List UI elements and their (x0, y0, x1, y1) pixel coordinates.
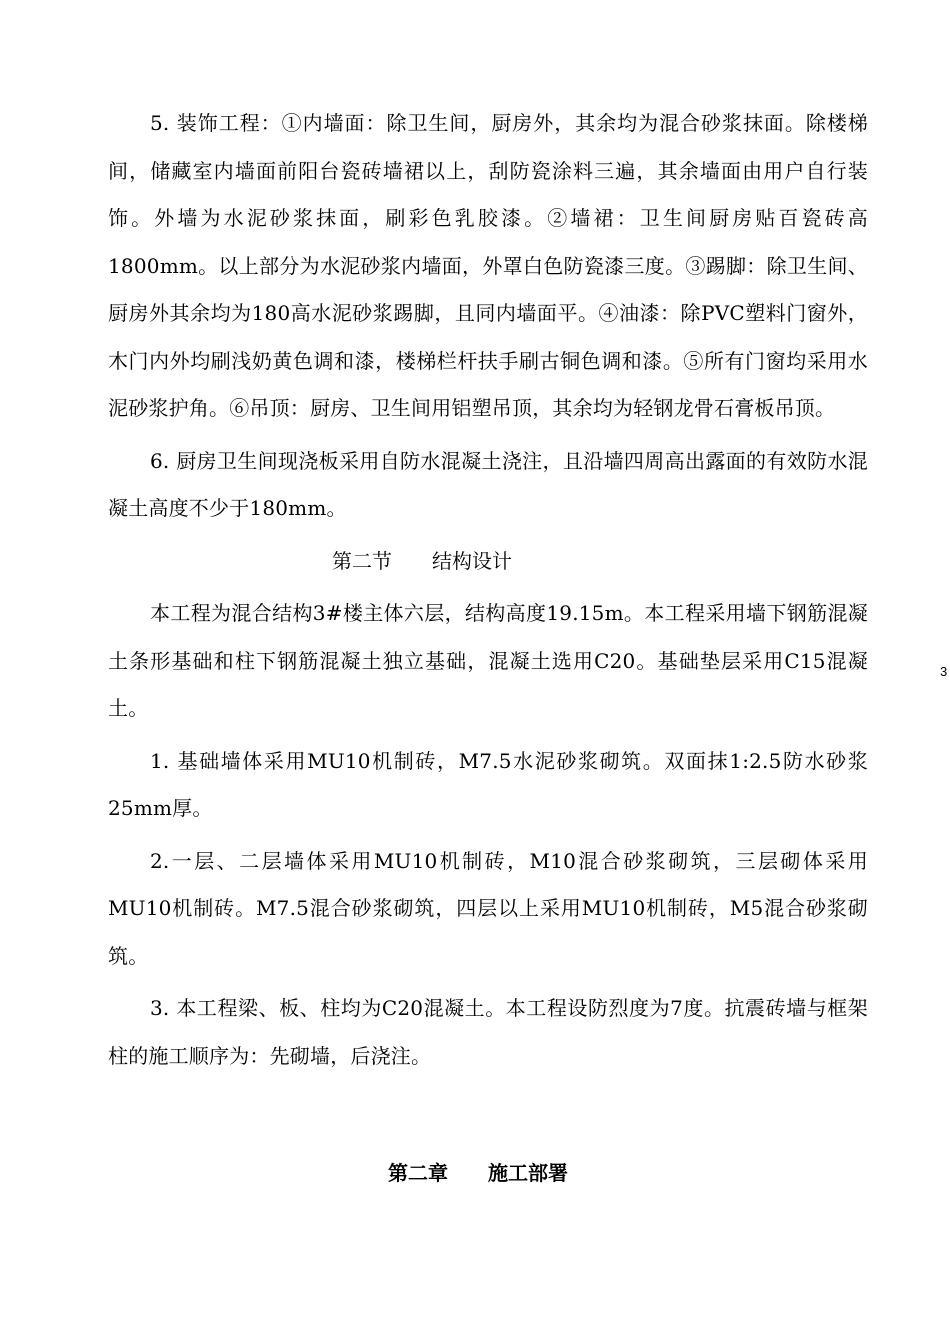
paragraph-concrete-grade: 3. 本工程梁、板、柱均为C20混凝土。本工程设防烈度为7度。抗震砖墙与框架柱的施工顺序为：先砌墙，后浇注。 (108, 996, 868, 1068)
page-number: 3 (940, 664, 948, 679)
section-title: 第二节 结构设计 (332, 548, 512, 573)
paragraph-foundation-wall: 1. 基础墙体采用MU10机制砖，M7.5水泥砂浆砌筑。双面抹1:2.5防水砂浆25mm厚。 (108, 748, 868, 820)
body-text (108, 100, 868, 1085)
paragraph-structure-overview: 本工程为混合结构3#楼主体六层，结构高度19.15m。本工程采用墙下钢筋混凝土条形基础和柱下钢筋混凝土独立基础，混凝土选用C20。基础垫层采用C15混凝土。 (108, 601, 868, 720)
paragraph-wall-masonry: 2.一层、二层墙体采用MU10机制砖，M10混合砂浆砌筑，三层砌体采用MU10机制砖。M7.5混合砂浆砌筑，四层以上采用MU10机制砖，M5混合砂浆砌筑。 (108, 848, 868, 968)
paragraph-decoration-works: 5. 装饰工程：①内墙面：除卫生间，厨房外，其余均为混合砂浆抹面。除楼梯间，储藏室内墙面前阳台瓷砖墙裙以上，刮防瓷涂料三遍，其余墙面由用户自行装饰。外墙为水泥砂浆抹面，刷彩色乳胶漆。②墙裙：卫生间厨房贴百瓷砖高1800mm。以上部分为水泥砂浆内墙面，外罩白色防瓷漆三度。③踢脚：除卫生间、厨房外其余均为180高水泥砂浆踢脚，且同内墙面平。④油漆：除PVC塑料门窗外，木门内外均刷浅奶黄色调和漆，楼梯栏杆扶手刷古铜色调和漆。⑤所有门窗均采用水泥砂浆护角。⑥吊顶：厨房、卫生间用铝塑吊顶，其余均为轻钢龙骨石膏板吊顶。 (108, 111, 868, 420)
paragraph-kitchen-bathroom-slab: 6. 厨房卫生间现浇板采用自防水混凝土浇注，且沿墙四周高出露面的有效防水混凝土高度不少于180mm。 (108, 448, 868, 520)
chapter-title: 第二章 施工部署 (388, 1161, 568, 1185)
